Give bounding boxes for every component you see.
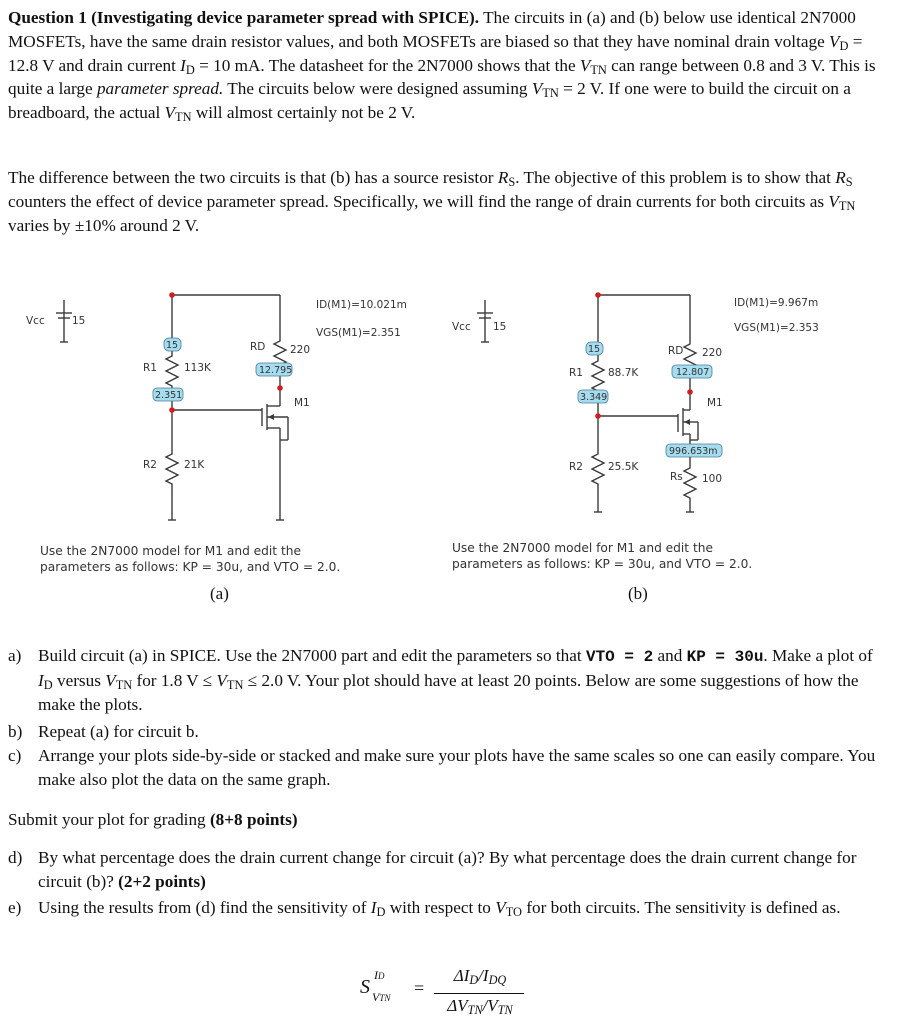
node-source-b: 996.653m [669, 446, 718, 457]
r1-value-b: 88.7K [608, 367, 639, 379]
vcc-label-a: Vcc [26, 315, 45, 327]
caption-a: (a) [210, 584, 229, 603]
item-a: a) Build circuit (a) in SPICE. Use the 2N7000 part and edit the parameters so that VTO = 2 and KP = 30u. Make a plot of $I_D$ versus $V_{TN}$ for 1.8 $V \le V_{TN} \le 2.0$ V. Your plot should have at least 20 points. Below are some suggestions of how the make the plots. [8, 646, 873, 714]
m1-label-a: M1 [294, 397, 310, 409]
submit-line: Submit your plot for grading (8+8 points) [8, 810, 298, 829]
id-readout-a: ID(M1)=10.021m [316, 299, 407, 311]
item-c: c) Arrange your plots side-by-side or stacked and make sure your plots have the same scales so one can easily compare. You make also plot the data on the same graph. [8, 746, 876, 789]
caption-b: (b) [628, 584, 648, 603]
rd-label-b: RD [668, 345, 684, 357]
node-drain-a: 12.795 [259, 365, 293, 376]
node-gate-b: 3.349 [580, 392, 608, 403]
r1-label-b: R1 [569, 367, 583, 379]
note-a: Use the 2N7000 model for M1 and edit the parameters as follows: KP = 30u, and VTO = 2.0. [40, 544, 341, 574]
formula-numerator: $\Delta I_D/I_{DQ}$ [453, 966, 507, 987]
rd-label-a: RD [250, 341, 266, 353]
vcc-value-b: 15 [493, 321, 507, 333]
formula-lhs: S [360, 976, 370, 998]
m1-label-b: M1 [707, 397, 723, 409]
node-top-a: 15 [166, 340, 179, 351]
id-readout-b: ID(M1)=9.967m [734, 297, 819, 309]
sensitivity-formula: S ID VTN = $\Delta I_D/I_{DQ}$ $\Delta V_{TN}/V_{TN}$ [360, 962, 560, 1022]
vgs-readout-a: VGS(M1)=2.351 [316, 327, 401, 339]
schematic-a [0, 280, 420, 580]
r1-value-a: 113K [184, 362, 211, 374]
node-top-b: 15 [588, 344, 601, 355]
node-drain-b: 12.807 [676, 367, 710, 378]
item-d: d) By what percentage does the drain current change for circuit (a)? By what percentage does the drain current change for circuit (b)? (2+2 points) [8, 848, 857, 891]
vcc-value-a: 15 [72, 315, 86, 327]
r1-label-a: R1 [143, 362, 157, 374]
r2-label-a: R2 [143, 459, 157, 471]
item-b: b) Repeat (a) for circuit b. [8, 722, 199, 741]
rs-value-b: 100 [702, 473, 723, 485]
r2-label-b: R2 [569, 461, 583, 473]
rd-value-a: 220 [290, 344, 311, 356]
question-paragraph-2: The difference between the two circuits is that (b) has a source resistor $R_S$. The objective of this problem is to show that $R_S$ counters the effect of device parameter spread. Specifically, we will find the range of drain currents for both circuits as $V_{TN}$ varies by ±10% around 2 V. [8, 168, 856, 235]
note-b: Use the 2N7000 model for M1 and edit the parameters as follows: KP = 30u, and VTO = 2.0. [452, 541, 753, 571]
vcc-label-b: Vcc [452, 321, 471, 333]
fraction-bar [434, 993, 524, 994]
item-e: e) Using the results from (d) find the sensitivity of $I_D$ with respect to $V_{TO}$ for both circuits. The sensitivity is defined as. [8, 898, 841, 919]
question-paragraph-1: Question 1 (Investigating device parameter spread with SPICE). The circuits in (a) and (b) below use identical 2N7000 MOSFETs, have the same drain resistor values, and both MOSFETs are biased so that they have nominal drain voltage $V_D = 12.8$ V and drain current $I_D = 10$ mA. The datasheet for the 2N7000 shows that the $V_{TN}$ can range between 0.8 and 3 V. This is quite a large parameter spread. The circuits below were designed assuming $V_{TN} = 2$ V. If one were to build the circuit on a breadboard, the actual $V_{TN}$ will almost certainly not be 2 V. [8, 8, 876, 125]
question-heading: Question 1 (Investigating device parameter spread with SPICE). [8, 8, 480, 27]
formula-equals: = [414, 978, 425, 998]
rs-label-b: Rs [670, 471, 683, 483]
node-gate-a: 2.351 [155, 390, 183, 401]
r2-value-b: 25.5K [608, 461, 639, 473]
rd-value-b: 220 [702, 347, 723, 359]
schematic-b [430, 280, 850, 530]
vgs-readout-b: VGS(M1)=2.353 [734, 322, 819, 334]
r2-value-a: 21K [184, 459, 205, 471]
formula-denominator: $\Delta V_{TN}/V_{TN}$ [447, 996, 513, 1017]
